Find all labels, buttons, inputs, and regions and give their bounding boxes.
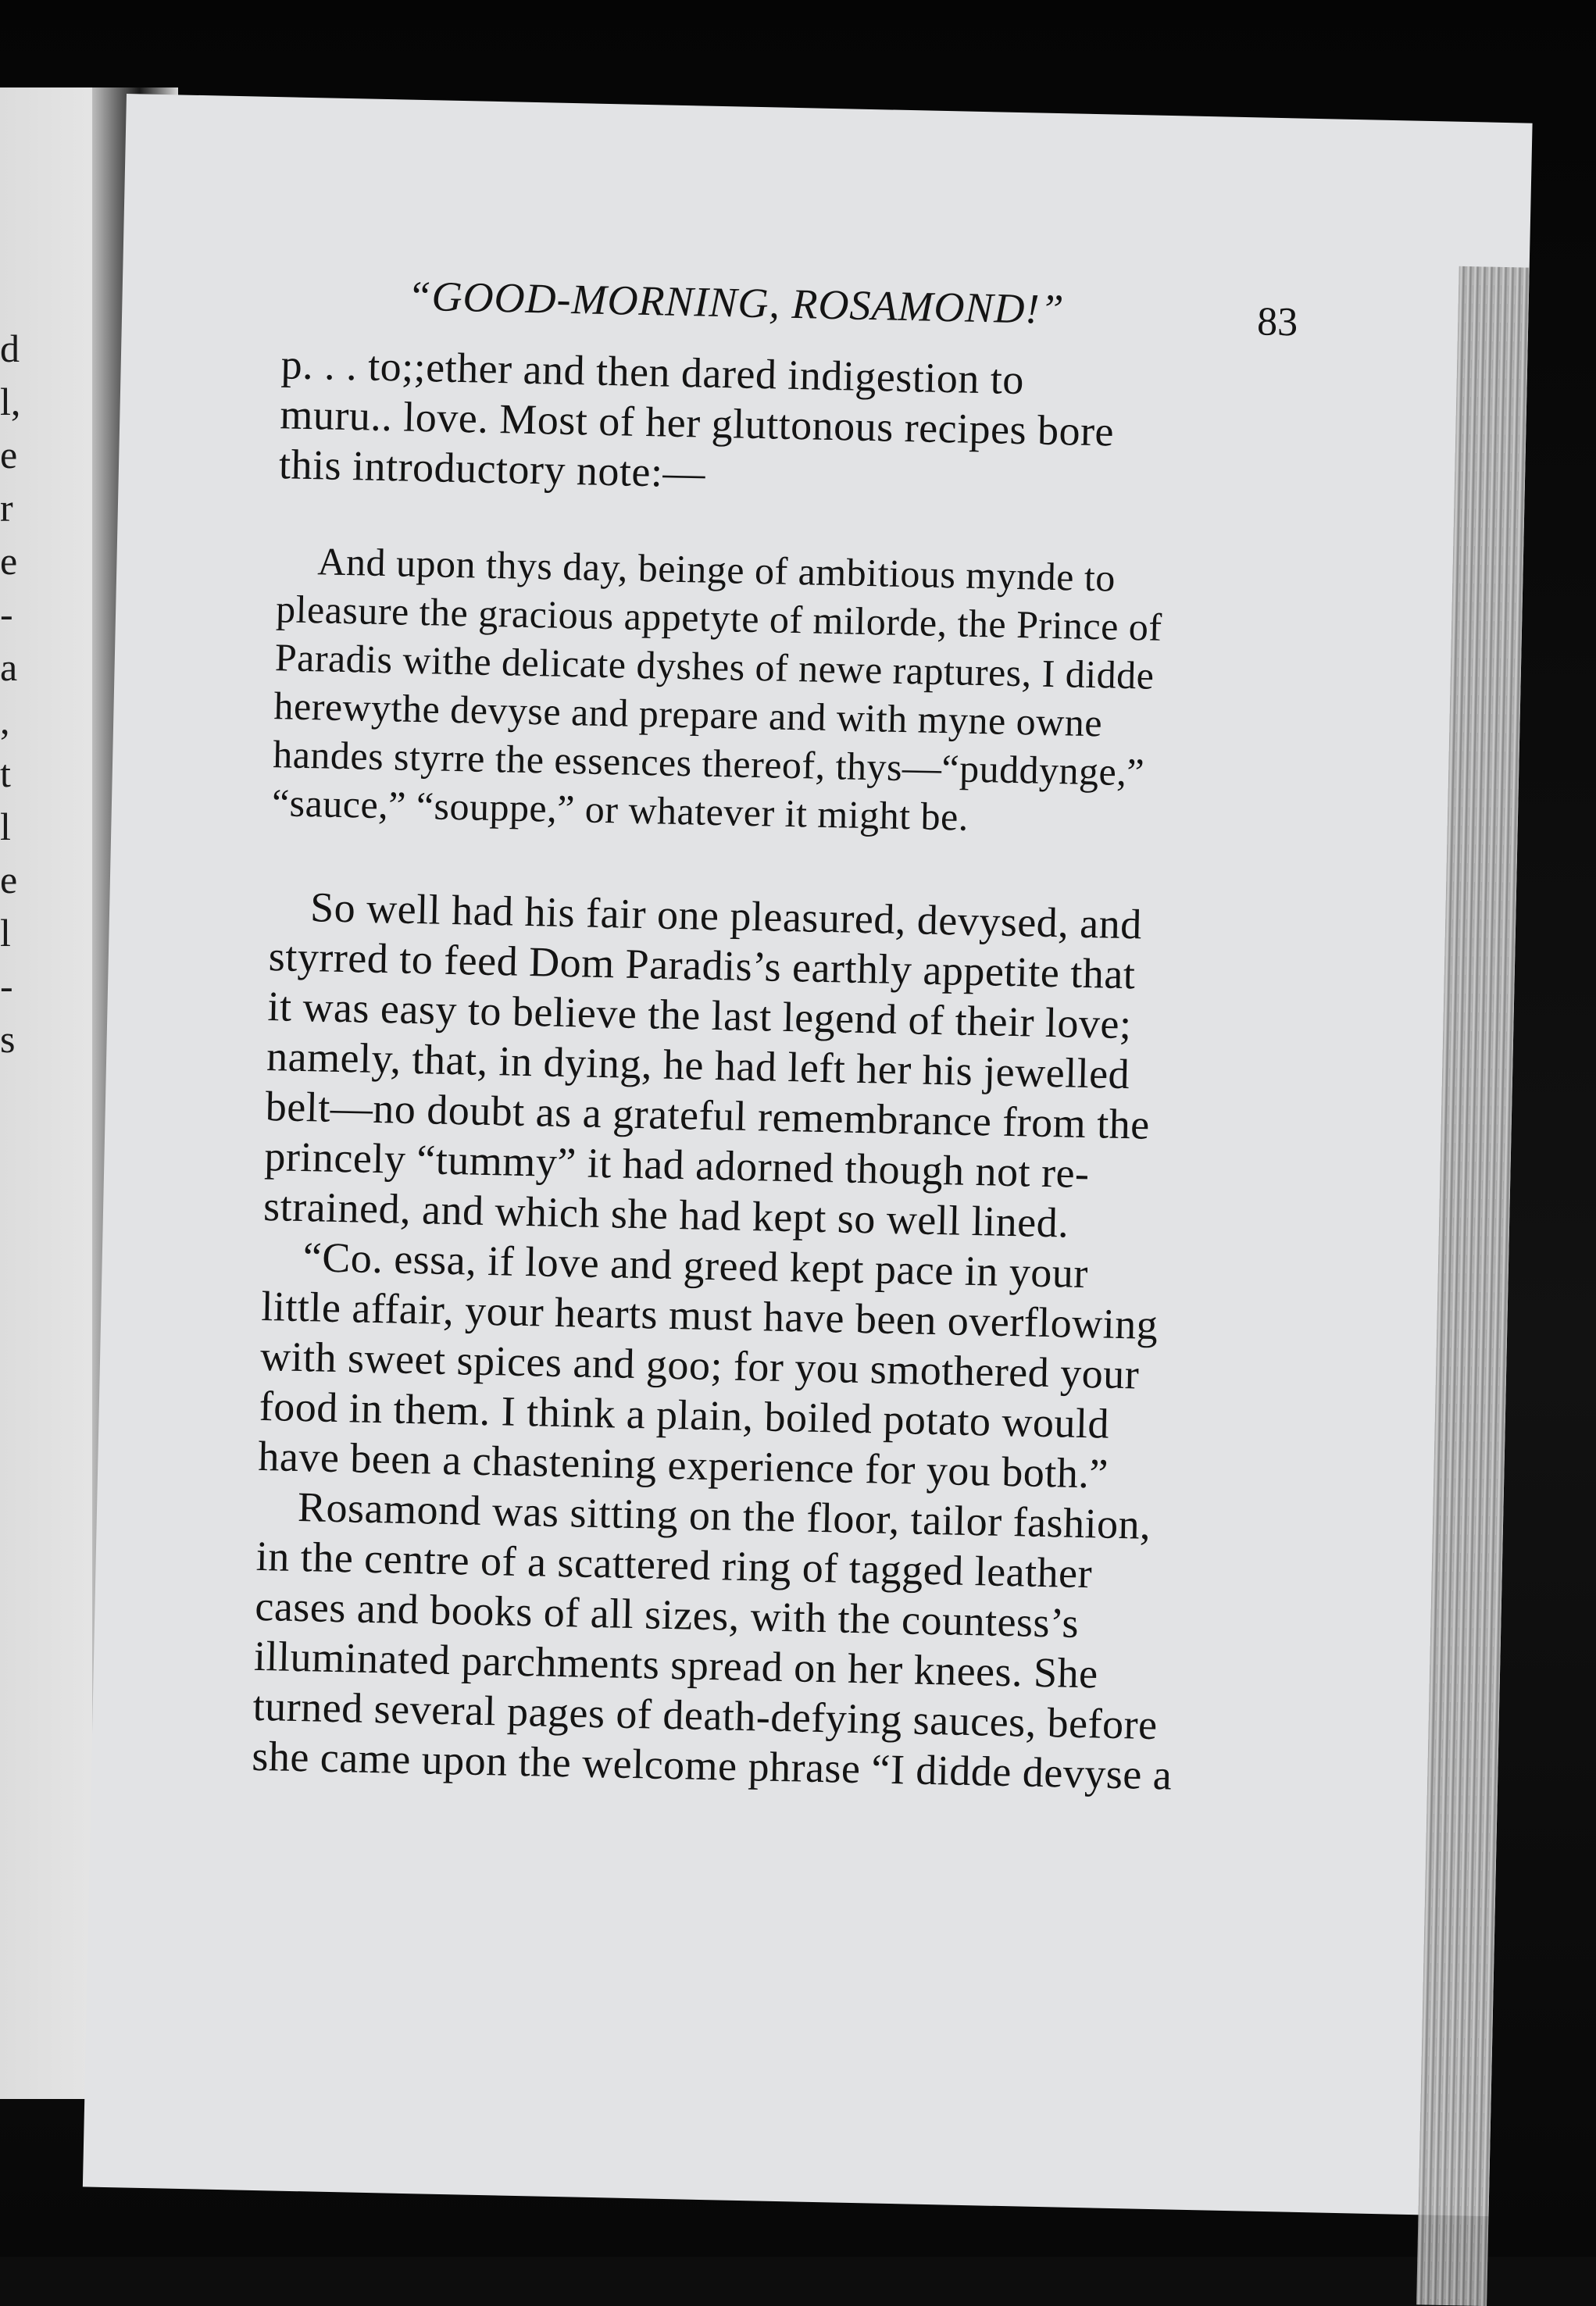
page-text-block (252, 269, 1298, 1802)
text-line: this introductory note:— (278, 441, 706, 497)
quote-line: Paradis withe delicate dyshes of newe raptures, I didde (274, 635, 1155, 698)
text-line: “Co. essa, if love and greed kept pace in your (302, 1233, 1089, 1298)
quote-line: herewythe devyse and prepare and with myne owne (273, 684, 1103, 745)
text-line: she came upon the welcome phrase “I didde devyse a (251, 1732, 1173, 1799)
page-number: 83 (1256, 299, 1298, 345)
text-line: princely “tummy” it had adorned though not re- (263, 1133, 1091, 1198)
edge-letter: - (0, 592, 13, 636)
paragraph-continued (278, 339, 1297, 510)
edge-letter: e (0, 858, 18, 901)
text-line: namely, that, in dying, he had left her his jewelled (266, 1033, 1130, 1098)
text-line: in the centre of a scattered ring of tagged leather (255, 1532, 1093, 1597)
paragraph (252, 1481, 1273, 1802)
text-line: turned several pages of death-defying sauces, before (252, 1682, 1159, 1749)
text-line: illuminated parchments spread on her knees. She (253, 1632, 1099, 1697)
left-page-edge-text (0, 87, 28, 2099)
edge-letter: - (0, 964, 13, 1008)
block-quote (271, 536, 1293, 848)
text-line: muru.. love. Most of her gluttonous recipes bore (279, 391, 1115, 455)
paragraph (263, 881, 1286, 1252)
text-line: have been a chastening experience for you both.” (257, 1432, 1109, 1497)
text-line: So well had his fair one pleasured, devysed, and (309, 883, 1143, 948)
edge-letter: s (0, 1017, 16, 1061)
paragraph (258, 1231, 1278, 1502)
main-page (83, 94, 1533, 2216)
text-line: belt—no doubt as a grateful remembrance from the (265, 1083, 1151, 1148)
text-line: strained, and which she had kept so well lined. (262, 1182, 1069, 1247)
quote-line: “sauce,” “souppe,” or whatever it might be. (271, 780, 969, 839)
edge-letter: e (0, 433, 18, 477)
edge-letter: l (0, 805, 11, 848)
text-line: with sweet spices and goo; for you smothered your (259, 1332, 1140, 1398)
text-line: Rosamond was sitting on the floor, tailor fashion, (297, 1483, 1151, 1548)
quote-line: And upon thys day, beinge of ambitious mynde to (316, 539, 1116, 600)
text-line: p. . . to;;ether and then dared indigestion to (280, 341, 1025, 404)
text-line: cases and books of all sizes, with the countess’s (254, 1582, 1080, 1647)
edge-letter: l, (0, 380, 21, 423)
edge-letter: d (0, 327, 20, 370)
quote-line: handes styrre the essences thereof, thys—“puddynge,” (272, 732, 1145, 794)
text-line: little affair, your hearts must have been overflowing (260, 1282, 1159, 1348)
edge-letter: r (0, 486, 13, 530)
text-line: styrred to feed Dom Paradis’s earthly appetite that (268, 933, 1136, 998)
edge-letter: t (0, 751, 11, 795)
text-line: food in them. I think a plain, boiled potato would (259, 1382, 1110, 1447)
edge-letter: , (0, 698, 10, 742)
edge-letter: e (0, 539, 18, 583)
running-title: “GOOD-MORNING, ROSAMOND!” (407, 272, 1066, 334)
edge-letter: l (0, 911, 11, 955)
quote-line: pleasure the gracious appetyte of milorde, the Prince of (275, 587, 1163, 649)
text-line: it was easy to believe the last legend of their love; (266, 983, 1133, 1048)
edge-letter: a (0, 645, 18, 689)
